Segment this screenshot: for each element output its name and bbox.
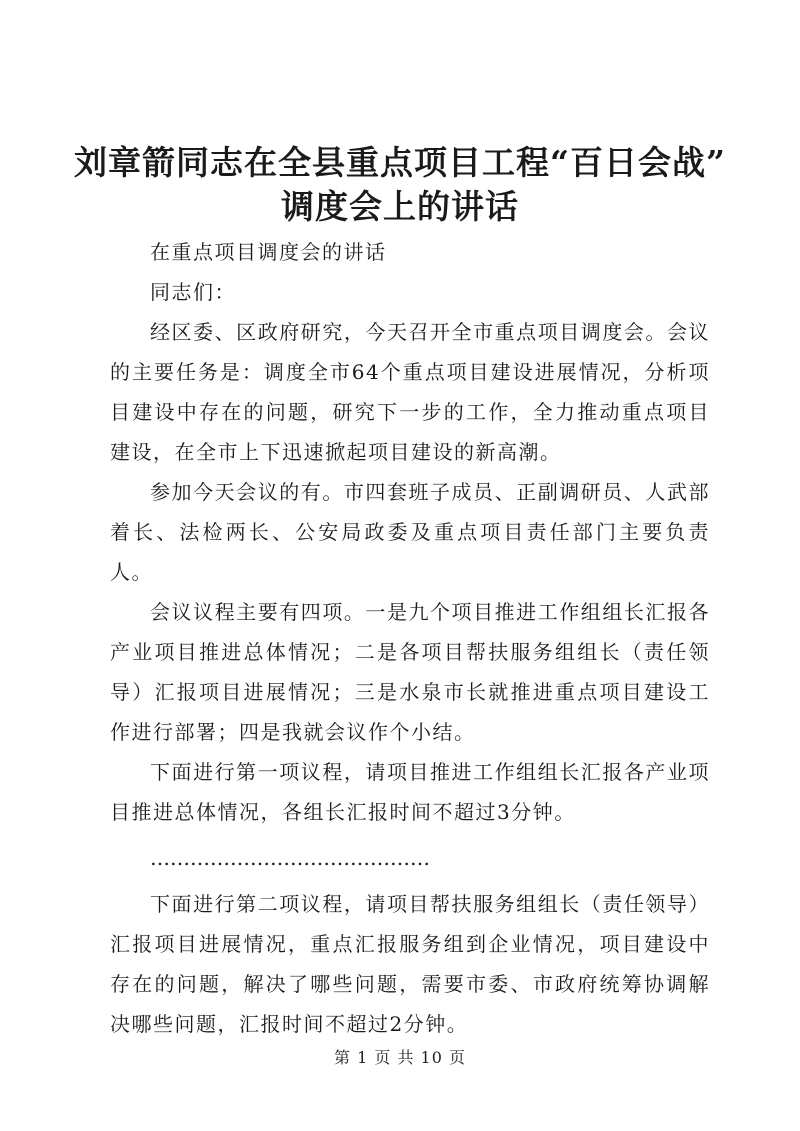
page-number-footer: 第 1 页 共 10 页 (334, 1048, 466, 1067)
document-title-line1: 刘章箭同志在全县重点项目工程“百日会战” (74, 143, 726, 182)
document-title-line2: 调度会上的讲话 (281, 187, 519, 226)
ellipsis-separator: …………………………………… (150, 846, 430, 870)
document-body (110, 232, 710, 1044)
body-paragraph-4: 下面进行第一项议程，请项目推进工作组组长汇报各产业项目推进总体情况，各组长汇报时间不超过3分钟。 (110, 760, 710, 824)
body-paragraph-5: 下面进行第二项议程，请项目帮扶服务组组长（责任领导）汇报项目进展情况，重点汇报服务组到企业情况，项目建设中存在的问题，解决了哪些问题，需要市委、市政府统筹协调解决哪些问题，汇报时间不超过2分钟。 (110, 892, 710, 1036)
body-paragraph-2: 参加今天会议的有。市四套班子成员、正副调研员、人武部着长、法检两长、公安局政委及重点项目责任部门主要负责人。 (110, 480, 710, 584)
salutation-paragraph: 同志们： (150, 280, 236, 304)
body-paragraph-3: 会议议程主要有四项。一是九个项目推进工作组组长汇报各产业项目推进总体情况；二是各项目帮扶服务组组长（责任领导）汇报项目进展情况；三是水泉市长就推进重点项目建设工作进行部署；四是我就会议作个小结。 (110, 600, 710, 744)
body-paragraph-1: 经区委、区政府研究，今天召开全市重点项目调度会。会议的主要任务是：调度全市64个重点项目建设进展情况，分析项目建设中存在的问题，研究下一步的工作，全力推动重点项目建设，在全市上下迅速掀起项目建设的新高潮。 (110, 320, 710, 464)
subtitle-paragraph: 在重点项目调度会的讲话 (150, 240, 387, 264)
